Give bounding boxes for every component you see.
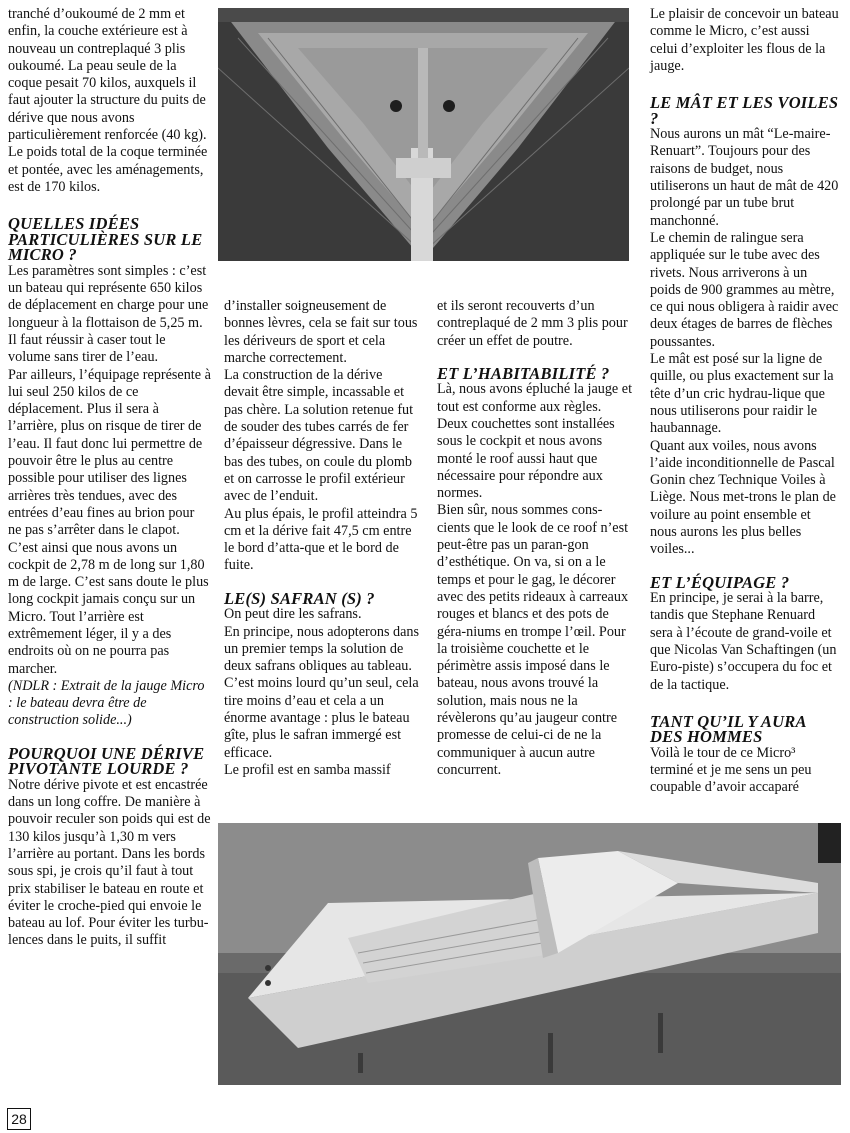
heading-mat: LE MÂT ET LES VOILES ? [650, 93, 839, 128]
paragraph-safran-1: On peut dire les safrans. [224, 606, 362, 623]
paragraph-mat-2: Le chemin de ralingue sera appliquée sur le tube avec des rivets. Nous arriverons à un poids de 900 grammes au mètre, ce qui nous obligera à raidir avec deux étages de barres de flèches poussantes. [650, 229, 839, 350]
paragraph-construction: La construction de la dérive devait être simple, incassable et pas chère. La solution retenue fut de souder des tubes carrés de fer d’épaisseur dégressive. Dans le bas des tubes, on coule du plomb et on carrosse le profil extérieur avec de l’enduit. [224, 367, 414, 505]
paragraph-habit-1: Là, nous avons épluché la jauge et tout est conforme aux règles. Deux couchettes sont installées sous le cockpit et nous avons monté le roof aussi haut que nécessaire pour répondre aux normes. [437, 381, 633, 502]
ndlr-note: (NDLR : Extrait de la jauge Micro : le bateau devra être de construction solide...) [8, 677, 205, 729]
column-1 [8, 6, 211, 950]
paragraph-habit-2: Bien sûr, nous sommes cons-cients que le look de ce roof n’est peut-être pas un paran-gon d’esthétique. On va, si on a le temps et pour le gag, le décorer avec des petits rideaux à carreaux rouges et blancs et des pots de géra-niums en trompe l’œil. Pour la troisième couchette et le périmètre assis imposé dans le bateau, nous avons trouvé la solution, mais nous ne la révèlerons qu’au jaugeur contre promesse de celui-ci de ne la communiquer à aucun autre concurrent. [437, 502, 629, 778]
paragraph-idees-2: Par ailleurs, l’équipage représente à lui seul 250 kilos de ce déplacement. Plus il sera à l’arrière, plus on risque de tirer de l’eau. Il faut donc lui permettre de pouvoir être le plus au centre possible pour utiliser des lignes arrières très tendues, avec des entrées d’eau fines au brion pour ne pas s’arrêter dans le clapot. C’est ainsi que nous avons un cockpit de 2,78 m de long sur 1,80 m de large. C’est sans doute le plus long cockpit jamais conçu sur un Micro. Tout l’arrière est extrêmement léger, il y a des endroits où on ne pourra pas marcher. [8, 366, 211, 677]
heading-habitabilite: ET L’HABITABILITÉ ? [437, 363, 610, 383]
heading-derive: POURQUOI UNE DÉRIVE PIVOTANTE LOURDE ? [8, 743, 205, 779]
heading-safran: LE(S) SAFRAN (S) ? [224, 588, 375, 608]
paragraph-mat-3: Le mât est posé sur la ligne de quille, ou plus exactement sur la tête d’un cric hydrau-lique que nous utiliserons pour raidir le haubannage. [650, 351, 834, 437]
heading-tant: TANT QU’IL Y AURA DES HOMMES [650, 711, 806, 747]
heading-idees: QUELLES IDÉES PARTICULIÈRES SUR LE MICRO ? [8, 214, 203, 265]
paragraph-mat-1: Nous aurons un mât “Le-maire-Renuart”. Toujours pour des raisons de budget, nous utiliserons un haut de mât de 420 prolongé par un tube brut manchonné. [650, 126, 839, 229]
paragraph-levres: d’installer soigneusement de bonnes lèvres, cela se fait sur tous les dériveurs de sport et cela marche correctement. [224, 298, 418, 366]
paragraph-derive: Notre dérive pivote et est encastrée dans un long coffre. De manière à pouvoir reculer son poids qui est de 130 kilos jusqu’à 1,30 m vers l’arrière au portant. Dans les bords sous spi, je crois qu’il faut à tout prix stabiliser le bateau en route et éviter le croche-pied qui envoie le bateau au lof. Pour éviter les turbu-lences dans le puits, il suffit [8, 776, 211, 949]
column-3 [437, 298, 633, 779]
paragraph-safran-2: En principe, nous adopterons dans un premier temps la solution de deux safrans obliques au tableau. C’est moins lourd qu’un seul, cela tire moins d’eau et cela a un énorme avantage : plus le bateau gîte, plus le safran immergé est efficace. [224, 623, 420, 761]
paragraph-equipage: En principe, je serai à la barre, tandis que Stephane Renuard sera à l’écoute de grand-voile et que Nicolas Van Schaftingen (un Euro-piste) s’occupera du foc et de la tactique. [650, 590, 837, 693]
heading-equipage: ET L’ÉQUIPAGE ? [650, 572, 790, 592]
paragraph-plaisir: Le plaisir de concevoir un bateau comme le Micro, c’est aussi celui d’exploiter les flous de la jauge. [650, 6, 839, 74]
paragraph-profil: Au plus épais, le profil atteindra 5 cm et la dérive fait 47,5 cm entre le bord d’atta-que et le bord de fuite. [224, 505, 418, 574]
paragraph-idees-1: Les paramètres sont simples : c’est un bateau qui représente 650 kilos de déplacement en charge pour une longueur à la flottaison de 5,25 m. Il faut réussir à caser tout le volume sans tirer de l’eau. [8, 262, 209, 366]
paragraph-tant: Voilà le tour de ce Micro³ terminé et je me sens un peu coupable d’avoir accaparé [650, 744, 812, 796]
paragraph-safran-3: Le profil est en samba massif [224, 761, 391, 778]
boat-photo [218, 823, 841, 1085]
intro-paragraph: tranché d’oukoumé de 2 mm et enfin, la couche extérieure est à nouveau un contreplaqué 3 plis oukoumé. La peau seule de la coque pesait 70 kilos, auxquels il faut ajouter la structure du puits de dérive que nous avons particulièrement renforcée (40 kg). Le poids total de la coque terminée et pontée, avec les aménagements, est de 170 kilos. [8, 6, 208, 195]
paragraph-poutre: et ils seront recouverts d’un contreplaqué de 2 mm 3 plis pour créer un effet de poutre. [437, 298, 628, 349]
page-number: 28 [7, 1108, 31, 1130]
column-2 [224, 298, 420, 779]
column-4 [650, 6, 840, 797]
paragraph-mat-4: Quant aux voiles, nous avons l’aide inconditionnelle de Pascal Gonin chez Technique Voiles à Liège. Nous met-trons le plan de voilure au point ensemble et nous aurons les plus belles voiles... [650, 437, 836, 558]
hull-interior-photo [218, 8, 629, 261]
